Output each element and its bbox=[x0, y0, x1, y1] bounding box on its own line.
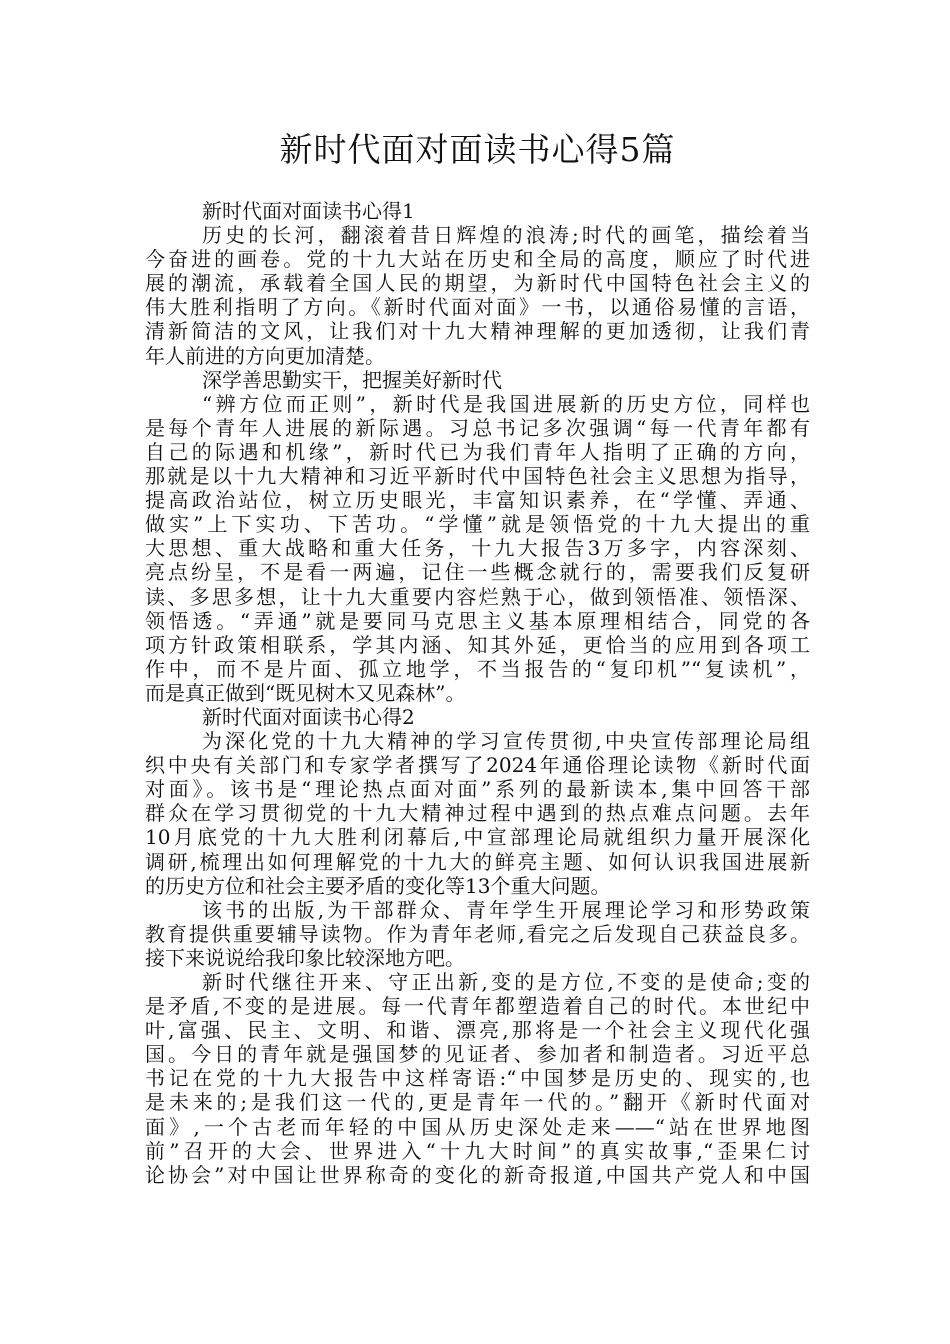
document-title: 新时代面对面读书心得5篇 bbox=[279, 130, 676, 169]
text-line: 为深化党的十九大精神的学习宣传贯彻,中央宣传部理论局组 bbox=[202, 729, 810, 754]
text-line: 展的潮流，承载着全国人民的期望，为新时代中国特色社会主义的 bbox=[145, 271, 810, 296]
section-heading: 深学善思勤实干，把握美好新时代 bbox=[202, 367, 502, 392]
text-line: 书记在党的十九大报告中这样寄语:“中国梦是历史的、现实的,也 bbox=[145, 1066, 810, 1091]
text-line: 叶,富强、民主、文明、和谐、漂亮,那将是一个社会主义现代化强 bbox=[145, 1018, 810, 1043]
text-line: 做实”上下实功、下苦功。“学懂”就是领悟党的十九大提出的重 bbox=[145, 512, 810, 537]
text-line: 该书的出版,为干部群众、青年学生开展理论学习和形势政策 bbox=[202, 897, 810, 922]
text-line: 自己的际遇和机缘”，新时代已为我们青年人指明了正确的方向， bbox=[145, 439, 810, 464]
text-line: “辨方位而正则”，新时代是我国进展新的历史方位，同样也 bbox=[202, 391, 810, 416]
text-line: 前”召开的大会、世界进入“十九大时间”的真实故事,“歪果仁讨 bbox=[145, 1138, 810, 1163]
text-line: 伟大胜利指明了方向。《新时代面对面》一书，以通俗易懂的言语， bbox=[145, 295, 810, 320]
text-line: 的历史方位和社会主要矛盾的变化等13个重大问题。 bbox=[145, 873, 611, 898]
text-line: 提高政治站位，树立历史眼光，丰富知识素养，在“学懂、弄通、 bbox=[145, 488, 810, 513]
text-line: 是未来的;是我们这一代的,更是青年一代的。”翻开《新时代面对 bbox=[145, 1090, 810, 1115]
text-line: 新时代继往开来、守正出新,变的是方位,不变的是使命;变的 bbox=[202, 970, 810, 994]
text-line: 那就是以十九大精神和习近平新时代中国特色社会主义思想为指导， bbox=[145, 464, 810, 489]
text-line: 教育提供重要辅导读物。作为青年老师,看完之后发现自己获益良多。 bbox=[145, 921, 810, 946]
section-heading: 新时代面对面读书心得1 bbox=[202, 199, 415, 223]
text-line: 是矛盾,不变的是进展。每一代青年都塑造着自己的时代。本世纪中 bbox=[145, 994, 810, 1019]
text-line: 对面》。该书是“理论热点面对面”系列的最新读本,集中回答干部 bbox=[145, 777, 810, 802]
text-line: 亮点纷呈，不是看一两遍，记住一些概念就行的，需要我们反复研 bbox=[145, 560, 810, 585]
section-heading: 新时代面对面读书心得2 bbox=[202, 704, 415, 729]
text-line: 读、多思多想，让十九大重要内容烂熟于心，做到领悟准、领悟深、 bbox=[145, 584, 810, 609]
text-line: 群众在学习贯彻党的十九大精神过程中遇到的热点难点问题。去年 bbox=[145, 801, 810, 826]
text-line: 是每个青年人进展的新际遇。习总书记多次强调“每一代青年都有 bbox=[145, 415, 810, 440]
text-line: 项方针政策相联系，学其内涵、知其外延，更恰当的应用到各项工 bbox=[145, 632, 810, 657]
text-line: 今奋进的画卷。党的十九大站在历史和全局的高度，顺应了时代进 bbox=[145, 247, 810, 272]
document-page bbox=[145, 0, 810, 1187]
text-line: 清新简洁的文风，让我们对十九大精神理解的更加透彻，让我们青 bbox=[145, 319, 810, 344]
text-line: 国。今日的青年就是强国梦的见证者、参加者和制造者。习近平总 bbox=[145, 1042, 810, 1067]
text-line: 调研,梳理出如何理解党的十九大的鲜亮主题、如何认识我国进展新 bbox=[145, 849, 810, 874]
text-line: 面》,一个古老而年轻的中国从历史深处走来——“站在世界地图 bbox=[145, 1114, 810, 1139]
text-line: 领悟透。“弄通”就是要同马克思主义基本原理相结合，同党的各 bbox=[145, 608, 810, 633]
text-line: 年人前进的方向更加清楚。 bbox=[145, 343, 385, 368]
text-line: 织中央有关部门和专家学者撰写了2024年通俗理论读物《新时代面 bbox=[145, 753, 810, 778]
document-body bbox=[145, 199, 810, 1187]
text-line: 而是真正做到“既见树木又见森林”。 bbox=[145, 680, 466, 705]
text-line: 作中，而不是片面、孤立地学，不当报告的“复印机”“复读机”， bbox=[145, 656, 810, 681]
text-line: 历史的长河，翻滚着昔日辉煌的浪涛;时代的画笔，描绘着当 bbox=[202, 223, 810, 248]
text-line: 接下来说说给我印象比较深地方吧。 bbox=[145, 945, 465, 970]
text-line: 10月底党的十九大胜利闭幕后,中宣部理论局就组织力量开展深化 bbox=[145, 825, 810, 850]
text-line: 大思想、重大战略和重大任务，十九大报告3万多字，内容深刻、 bbox=[145, 536, 810, 561]
text-line: 论协会”对中国让世界称奇的变化的新奇报道,中国共产党人和中国 bbox=[145, 1162, 810, 1187]
